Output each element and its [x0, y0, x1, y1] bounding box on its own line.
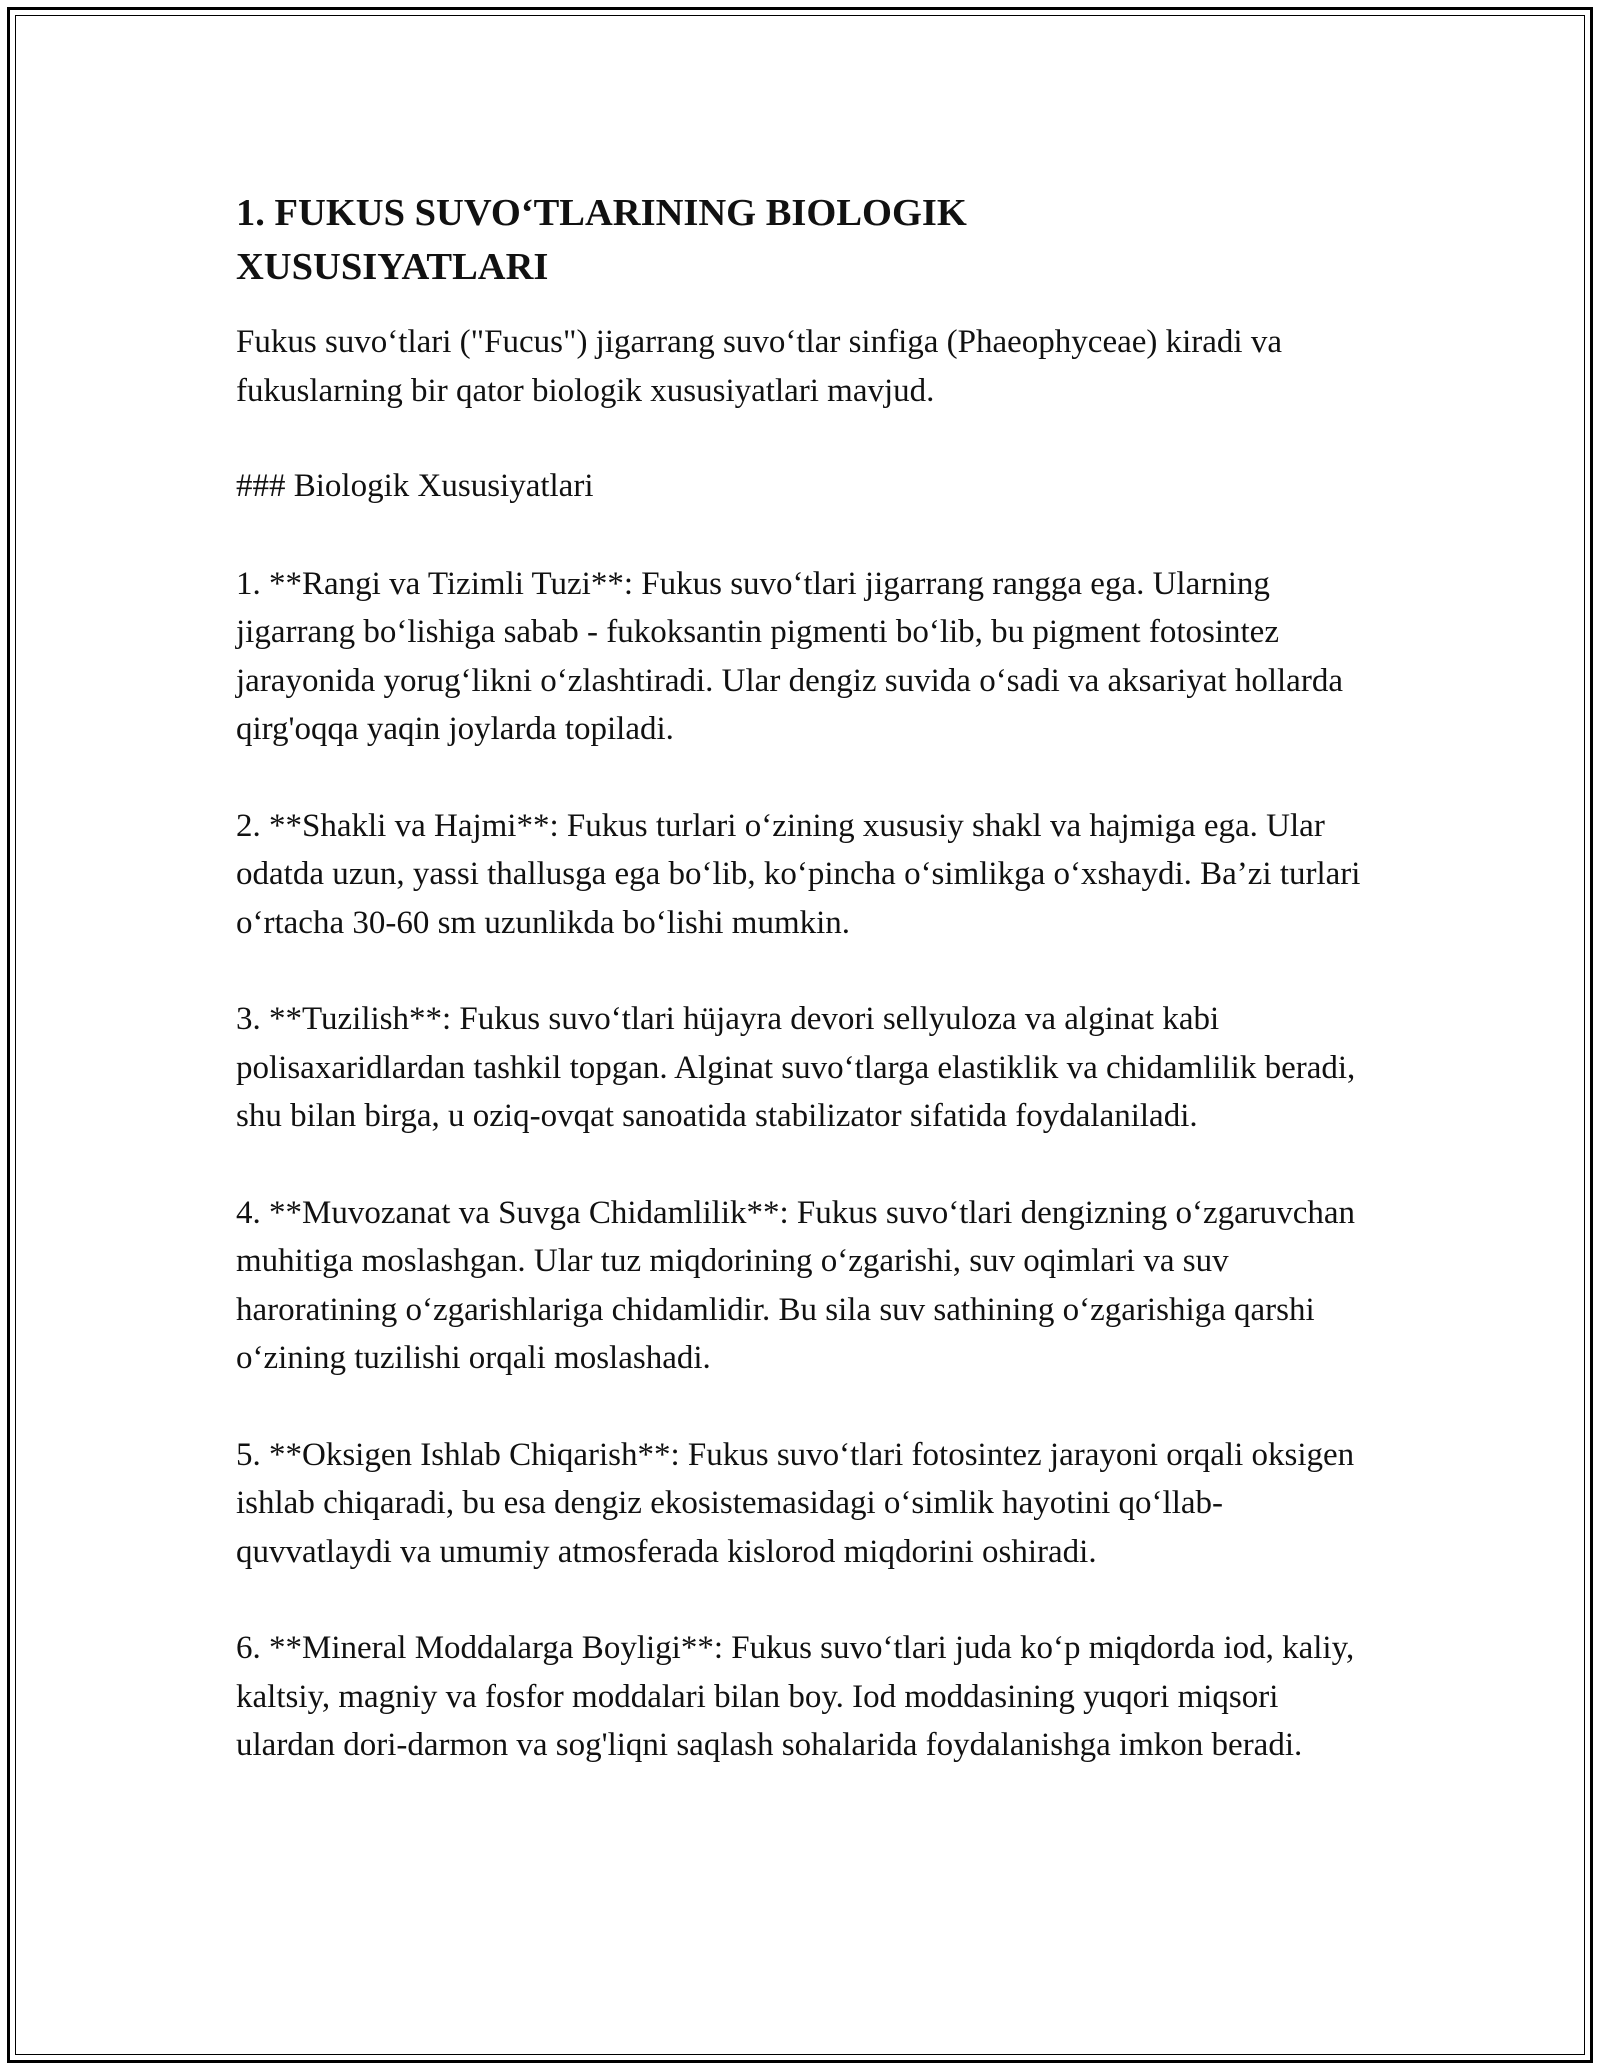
document-body: [236, 186, 1370, 1818]
title-line-2: XUSUSIYATLARI: [236, 246, 549, 288]
intro-paragraph: Fukus suvo‘tlari ("Fucus") jigarrang suvo‘tlar sinfiga (Phaeophyceae) kiradi va fukuslarning bir qator biologik xususiyatlari mavjud.: [236, 324, 1282, 409]
list-item-5: 5. **Oksigen Ishlab Chiqarish**: Fukus suvo‘tlari fotosintez jarayoni orqali oksigen ishlab chiqaradi, bu esa dengiz ekosistemasidagi o‘simlik hayotini qo‘llab-quvvatlaydi va umumiy atmosferada kislorod miqdorini oshiradi.: [236, 1436, 1355, 1570]
list-item-1: 1. **Rangi va Tizimli Tuzi**: Fukus suvo‘tlari jigarrang rangga ega. Ularning jigarrang bo‘lishiga sabab - fukoksantin pigmenti bo‘lib, bu pigment fotosintez jarayonida yorug‘likni o‘zlashtiradi. Ular dengiz suvida o‘sadi va aksariyat hollarda qirg'oqqa yaqin joylarda topiladi.: [236, 565, 1343, 747]
list-item-2: 2. **Shakli va Hajmi**: Fukus turlari o‘zining xususiy shakl va hajmiga ega. Ular odatda uzun, yassi thallusga ega bo‘lib, ko‘pincha o‘simlikga o‘xshaydi. Ba’zi turlari o‘rtacha 30-60 sm uzunlikda bo‘lishi mumkin.: [236, 807, 1361, 941]
list-item-4: 4. **Muvozanat va Suvga Chidamlilik**: Fukus suvo‘tlari dengizning o‘zgaruvchan muhitiga moslashgan. Ular tuz miqdorining o‘zgarishi, suv oqimlari va suv haroratining o‘zgarishlariga chidamlidir. Bu sila suv sathining o‘zgarishiga qarshi o‘zining tuzilishi orqali moslashadi.: [236, 1194, 1356, 1376]
title-line-1: 1. FUKUS SUVO‘TLARINING BIOLOGIK: [236, 192, 967, 234]
section-subheading: ### Biologik Xususiyatlari: [236, 468, 594, 504]
list-item-6: 6. **Mineral Moddalarga Boyligi**: Fukus suvo‘tlari juda ko‘p miqdorda iod, kaliy, kaltsiy, magniy va fosfor moddalari bilan boy. Iod moddasining yuqori miqsori ulardan dori-darmon va sog'liqni saqlash sohalarida foydalanishga imkon beradi.: [236, 1630, 1355, 1763]
list-item-3: 3. **Tuzilish**: Fukus suvo‘tlari hüjayra devori sellyuloza va alginat kabi polisaxaridlardan tashkil topgan. Alginat suvo‘tlarga elastiklik va chidamlilik beradi, shu bilan birga, u oziq-ovqat sanoatida stabilizator sifatida foydalaniladi.: [236, 1001, 1356, 1134]
document-title: [236, 186, 1370, 294]
